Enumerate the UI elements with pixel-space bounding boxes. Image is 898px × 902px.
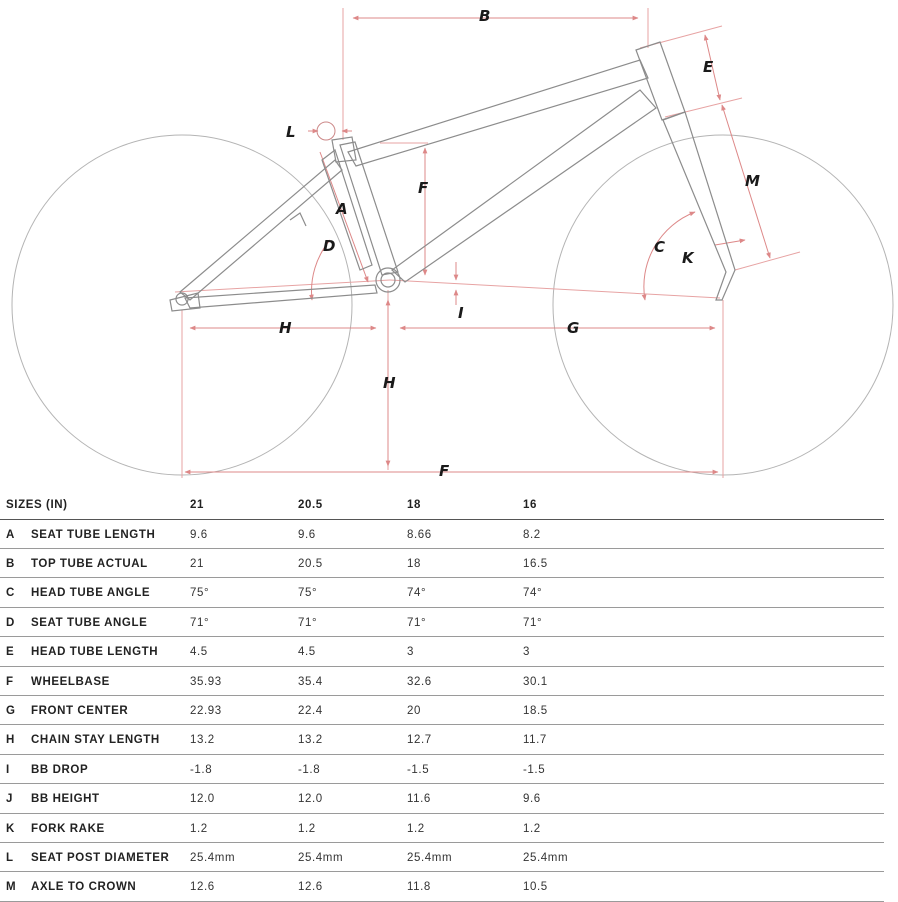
row-value: 71° <box>407 616 427 629</box>
row-value: 13.2 <box>298 734 323 747</box>
row-value: 1.2 <box>407 822 425 835</box>
label-A: A <box>336 200 348 218</box>
row-letter: M <box>6 881 17 894</box>
label-M: M <box>745 172 760 190</box>
row-value: 9.6 <box>523 793 541 806</box>
row-label: FRONT CENTER <box>31 704 129 717</box>
row-value: 9.6 <box>298 528 316 541</box>
row-value: 12.7 <box>407 734 432 747</box>
label-C: C <box>654 238 666 256</box>
row-value: 75° <box>298 587 318 600</box>
row-letter: D <box>6 616 15 629</box>
row-value: 13.2 <box>190 734 215 747</box>
table-header-row <box>0 490 884 520</box>
table-row <box>0 843 884 872</box>
row-letter: K <box>6 822 15 835</box>
size-header: 16 <box>523 499 537 511</box>
row-value: 25.4mm <box>407 851 453 864</box>
row-value: -1.8 <box>298 763 321 776</box>
table-row <box>0 814 884 843</box>
label-F-top: F <box>418 179 429 197</box>
row-value: 35.4 <box>298 675 323 688</box>
bike-frame <box>170 42 735 311</box>
row-letter: G <box>6 704 16 717</box>
table-row <box>0 696 884 725</box>
table-row <box>0 784 884 813</box>
row-value: 8.2 <box>523 528 541 541</box>
table-row <box>0 608 884 637</box>
row-value: 71° <box>190 616 210 629</box>
row-value: -1.5 <box>407 763 430 776</box>
row-label: WHEELBASE <box>31 675 110 688</box>
row-value: 22.4 <box>298 704 323 717</box>
row-value: 21 <box>190 557 204 570</box>
row-value: 18.5 <box>523 704 548 717</box>
row-value: 12.6 <box>190 881 215 894</box>
row-letter: J <box>6 793 13 806</box>
row-value: 22.93 <box>190 704 222 717</box>
row-value: -1.5 <box>523 763 546 776</box>
row-label: BB HEIGHT <box>31 793 100 806</box>
row-value: 3 <box>523 646 530 659</box>
row-value: 20 <box>407 704 421 717</box>
row-value: 35.93 <box>190 675 222 688</box>
row-letter: I <box>6 763 10 776</box>
size-header: 18 <box>407 499 421 511</box>
label-B: B <box>479 7 491 25</box>
table-row <box>0 755 884 784</box>
label-H-height: H <box>383 374 396 392</box>
label-E: E <box>703 58 714 76</box>
row-value: 75° <box>190 587 210 600</box>
row-letter: F <box>6 675 14 688</box>
row-label: BB DROP <box>31 763 89 776</box>
row-value: 8.66 <box>407 528 432 541</box>
row-value: 20.5 <box>298 557 323 570</box>
table-row <box>0 872 884 901</box>
row-value: 1.2 <box>190 822 208 835</box>
row-value: 25.4mm <box>523 851 569 864</box>
row-value: 11.8 <box>407 881 431 894</box>
row-value: 4.5 <box>298 646 316 659</box>
table-row <box>0 549 884 578</box>
row-value: -1.8 <box>190 763 213 776</box>
row-letter: A <box>6 528 15 541</box>
row-value: 71° <box>298 616 318 629</box>
label-I: I <box>458 304 464 322</box>
row-value: 16.5 <box>523 557 548 570</box>
row-label: HEAD TUBE ANGLE <box>31 587 151 600</box>
row-letter: B <box>6 557 15 570</box>
label-G: G <box>567 319 580 337</box>
row-value: 12.0 <box>298 793 323 806</box>
row-value: 30.1 <box>523 675 548 688</box>
sizes-header: SIZES (IN) <box>6 499 68 511</box>
label-H-chain: H <box>279 319 292 337</box>
row-letter: C <box>6 587 15 600</box>
row-label: AXLE TO CROWN <box>31 881 137 894</box>
row-value: 25.4mm <box>298 851 344 864</box>
row-value: 12.0 <box>190 793 215 806</box>
size-header: 20.5 <box>298 499 323 511</box>
geometry-table <box>0 490 884 902</box>
label-L: L <box>286 123 296 141</box>
row-value: 74° <box>523 587 543 600</box>
row-letter: L <box>6 851 14 864</box>
table-row <box>0 520 884 549</box>
row-label: TOP TUBE ACTUAL <box>31 557 148 570</box>
row-label: HEAD TUBE LENGTH <box>31 646 159 659</box>
row-value: 10.5 <box>523 881 548 894</box>
seat-post-circle <box>317 122 335 140</box>
row-label: FORK RAKE <box>31 822 105 835</box>
row-value: 4.5 <box>190 646 208 659</box>
label-D: D <box>323 237 336 255</box>
row-label: SEAT TUBE ANGLE <box>31 616 148 629</box>
row-value: 11.7 <box>523 734 547 747</box>
table-body <box>0 520 884 902</box>
table-row <box>0 637 884 666</box>
row-value: 1.2 <box>298 822 316 835</box>
row-value: 32.6 <box>407 675 432 688</box>
row-label: SEAT TUBE LENGTH <box>31 528 156 541</box>
row-value: 3 <box>407 646 414 659</box>
row-letter: E <box>6 646 15 659</box>
row-letter: H <box>6 734 15 747</box>
row-value: 18 <box>407 557 421 570</box>
row-value: 71° <box>523 616 543 629</box>
table-row <box>0 725 884 754</box>
row-value: 11.6 <box>407 793 431 806</box>
table-row <box>0 578 884 607</box>
row-label: SEAT POST DIAMETER <box>31 851 170 864</box>
row-value: 1.2 <box>523 822 541 835</box>
size-header: 21 <box>190 499 204 511</box>
row-value: 12.6 <box>298 881 323 894</box>
table-row <box>0 667 884 696</box>
row-value: 74° <box>407 587 427 600</box>
label-K: K <box>682 249 694 267</box>
row-value: 9.6 <box>190 528 208 541</box>
row-value: 25.4mm <box>190 851 236 864</box>
label-F-bottom: F <box>439 462 450 480</box>
dimension-lines <box>175 8 800 478</box>
row-label: CHAIN STAY LENGTH <box>31 734 160 747</box>
